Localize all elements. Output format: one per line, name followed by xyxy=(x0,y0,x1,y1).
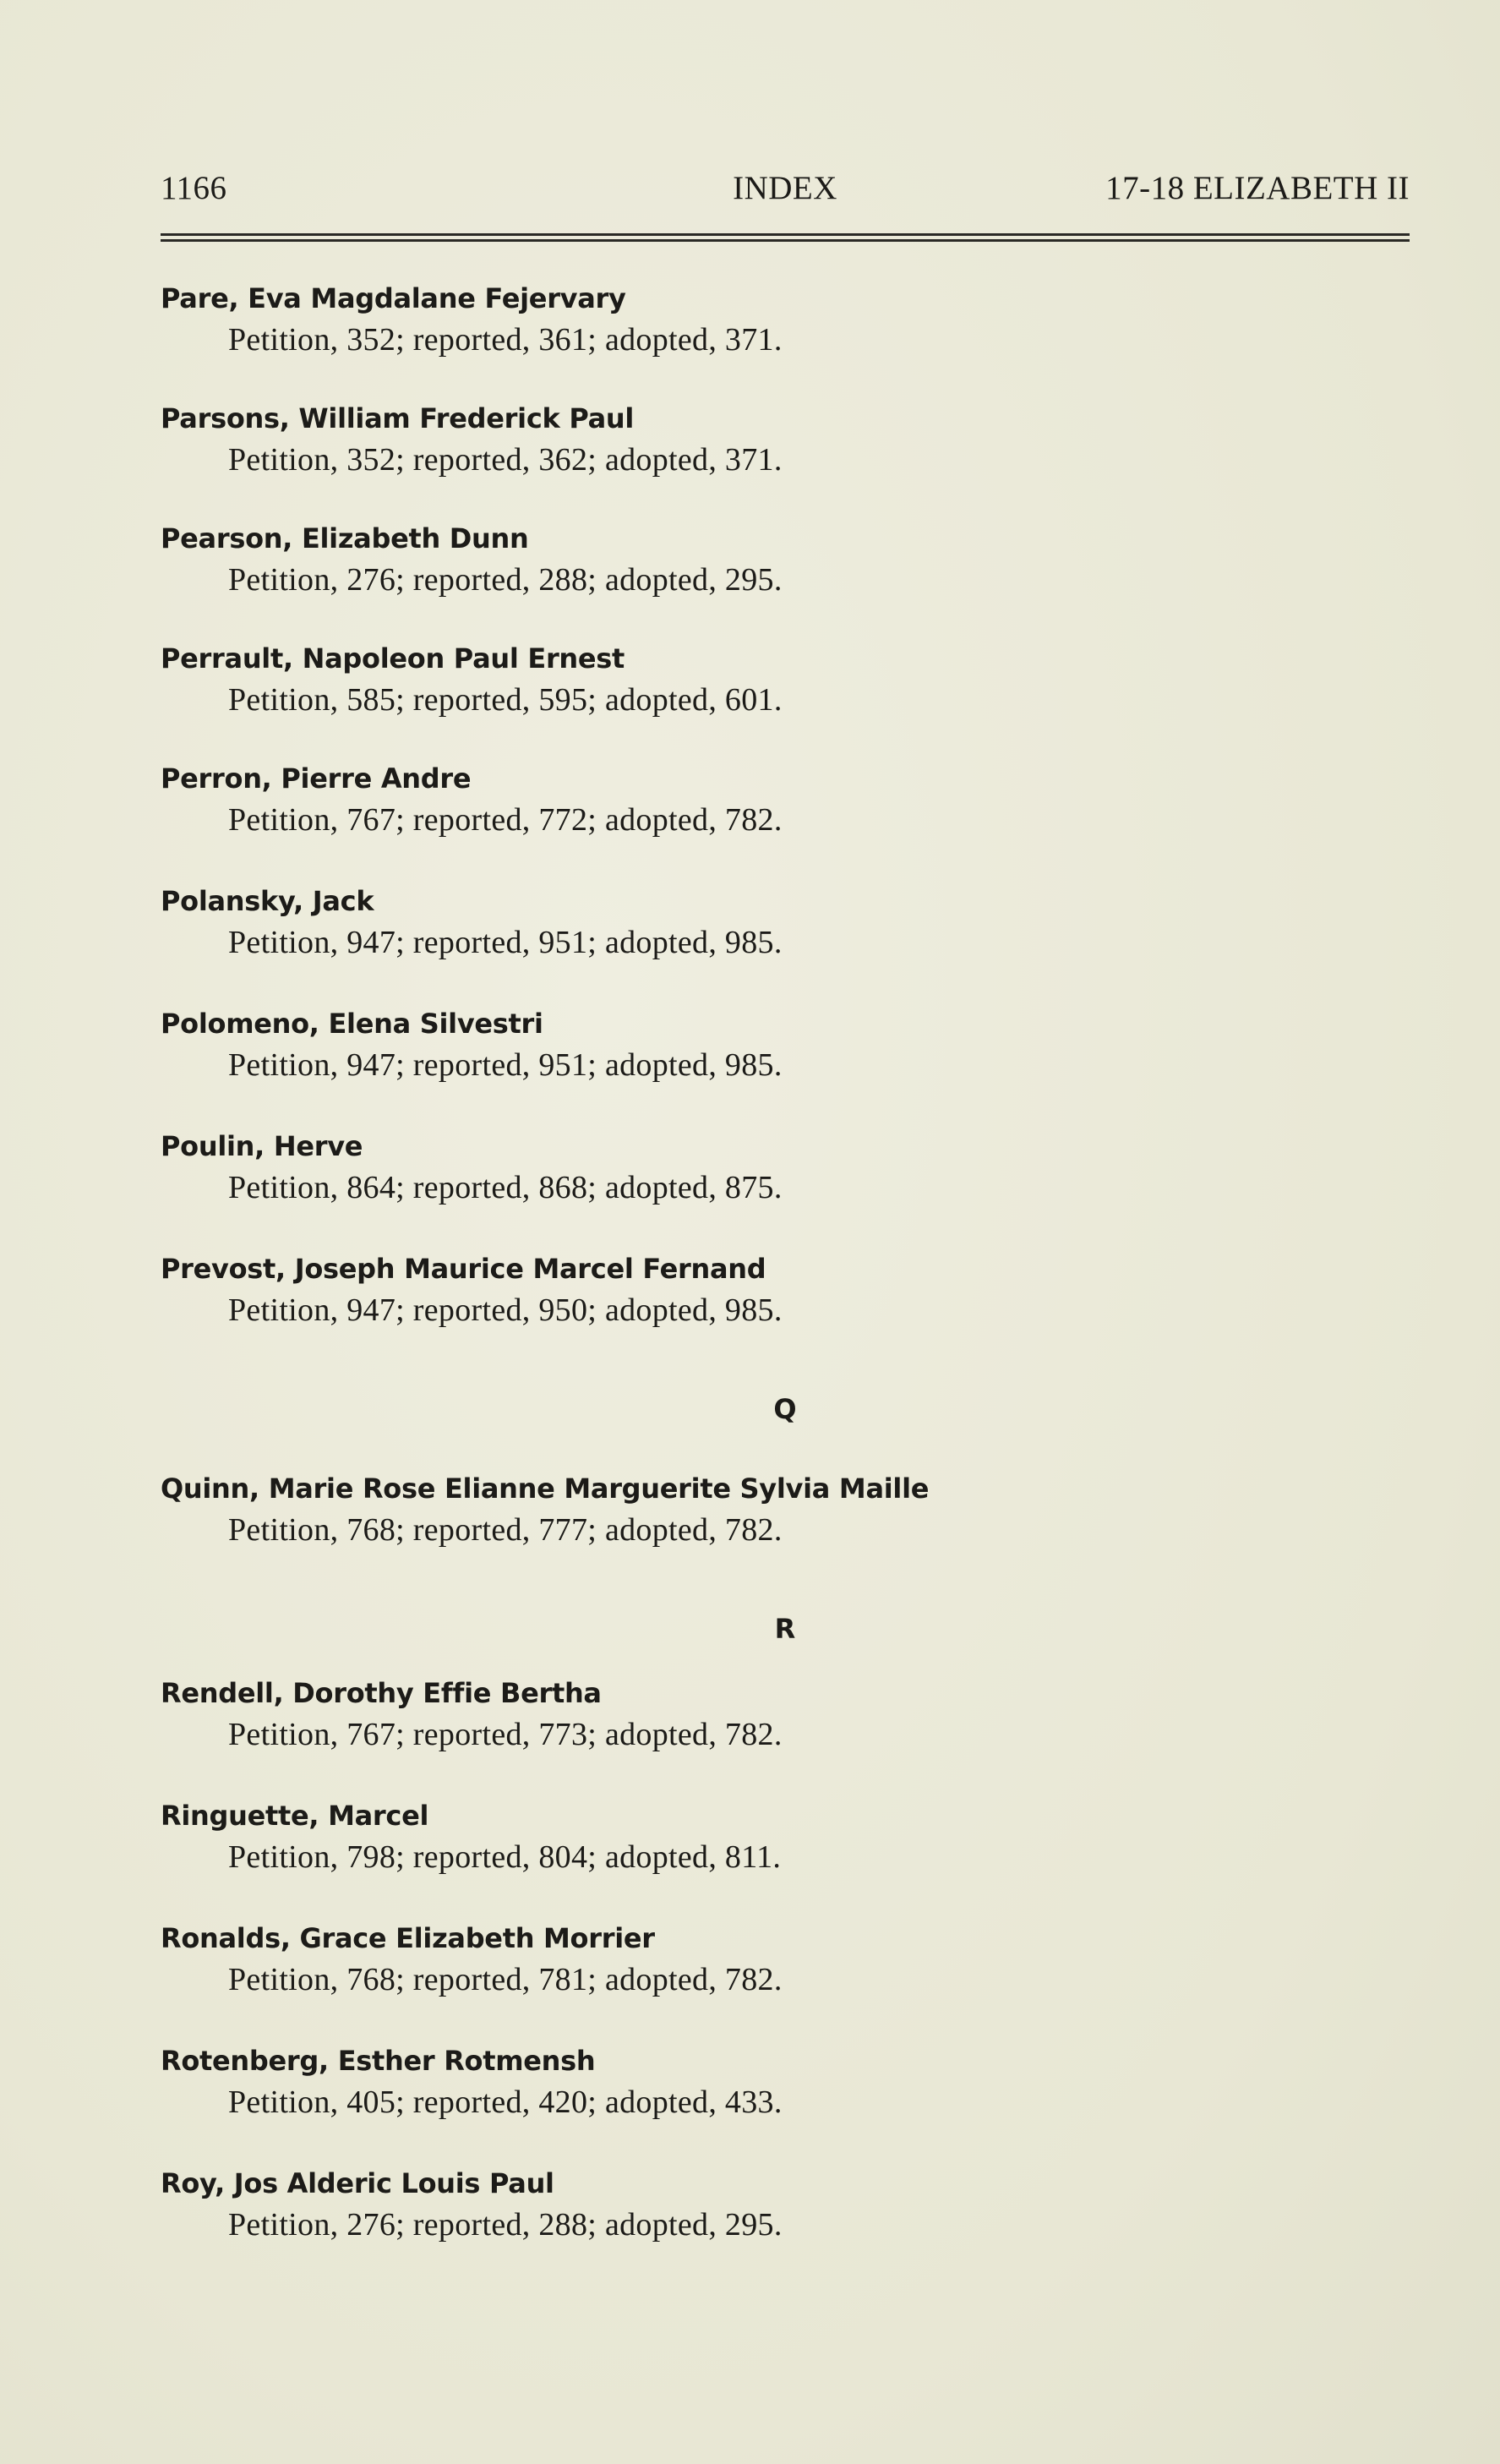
header-rule-bottom xyxy=(161,239,1410,242)
entry-detail: Petition, 947; reported, 951; adopted, 985. xyxy=(228,925,783,960)
index-entry xyxy=(161,1248,1344,1330)
index-entry xyxy=(161,2162,1344,2245)
entry-name: Rotenberg, Esther Rotmensh xyxy=(161,2045,596,2077)
entry-name: Perrault, Napoleon Paul Ernest xyxy=(161,642,625,675)
index-entry xyxy=(161,1467,1344,1550)
index-entry xyxy=(161,1003,1344,1085)
entry-detail: Petition, 947; reported, 951; adopted, 985. xyxy=(228,1047,783,1083)
index-entry xyxy=(161,757,1344,840)
page-title: INDEX xyxy=(733,170,837,206)
section-letter-q: Q xyxy=(773,1393,797,1425)
entry-name: Quinn, Marie Rose Elianne Marguerite Sylvia Maille xyxy=(161,1472,930,1505)
entry-detail: Petition, 768; reported, 781; adopted, 782. xyxy=(228,1962,783,1997)
entry-detail: Petition, 585; reported, 595; adopted, 601. xyxy=(228,682,783,718)
entry-name: Roy, Jos Alderic Louis Paul xyxy=(161,2167,554,2199)
index-entry xyxy=(161,1795,1344,1877)
index-entry xyxy=(161,1917,1344,2000)
entry-name: Ronalds, Grace Elizabeth Morrier xyxy=(161,1922,655,1954)
index-entry xyxy=(161,2040,1344,2123)
entry-detail: Petition, 276; reported, 288; adopted, 295. xyxy=(228,2207,783,2243)
entry-detail: Petition, 768; reported, 777; adopted, 782. xyxy=(228,1512,783,1548)
entry-detail: Petition, 798; reported, 804; adopted, 811. xyxy=(228,1839,782,1875)
index-entry xyxy=(161,880,1344,963)
index-entry xyxy=(161,517,1344,600)
entry-detail: Petition, 405; reported, 420; adopted, 433. xyxy=(228,2084,783,2120)
index-entry xyxy=(161,1125,1344,1208)
index-entry xyxy=(161,277,1344,360)
entry-name: Pare, Eva Magdalane Fejervary xyxy=(161,282,626,314)
index-entry xyxy=(161,397,1344,480)
header-rule-top xyxy=(161,233,1410,236)
index-entry xyxy=(161,637,1344,720)
entry-name: Polansky, Jack xyxy=(161,885,374,917)
entry-name: Rendell, Dorothy Effie Bertha xyxy=(161,1677,602,1709)
entry-name: Poulin, Herve xyxy=(161,1130,363,1162)
entry-detail: Petition, 767; reported, 772; adopted, 782. xyxy=(228,802,783,838)
entry-name: Prevost, Joseph Maurice Marcel Fernand xyxy=(161,1253,766,1285)
entry-name: Polomeno, Elena Silvestri xyxy=(161,1008,543,1040)
page-number: 1166 xyxy=(161,170,227,206)
index-entry xyxy=(161,1672,1344,1755)
entry-detail: Petition, 864; reported, 868; adopted, 875. xyxy=(228,1170,783,1205)
entry-name: Pearson, Elizabeth Dunn xyxy=(161,522,529,555)
page-header xyxy=(161,169,1410,220)
entry-detail: Petition, 767; reported, 773; adopted, 782. xyxy=(228,1717,783,1752)
entry-detail: Petition, 352; reported, 361; adopted, 371. xyxy=(228,322,783,358)
entry-name: Parsons, William Frederick Paul xyxy=(161,402,635,434)
entry-name: Ringuette, Marcel xyxy=(161,1800,429,1832)
entry-name: Perron, Pierre Andre xyxy=(161,762,472,795)
volume-label: 17-18 ELIZABETH II xyxy=(1105,170,1410,206)
section-letter-r: R xyxy=(774,1613,796,1645)
entry-detail: Petition, 352; reported, 362; adopted, 371. xyxy=(228,442,783,478)
entry-detail: Petition, 947; reported, 950; adopted, 985. xyxy=(228,1292,783,1328)
entry-detail: Petition, 276; reported, 288; adopted, 295. xyxy=(228,562,783,598)
